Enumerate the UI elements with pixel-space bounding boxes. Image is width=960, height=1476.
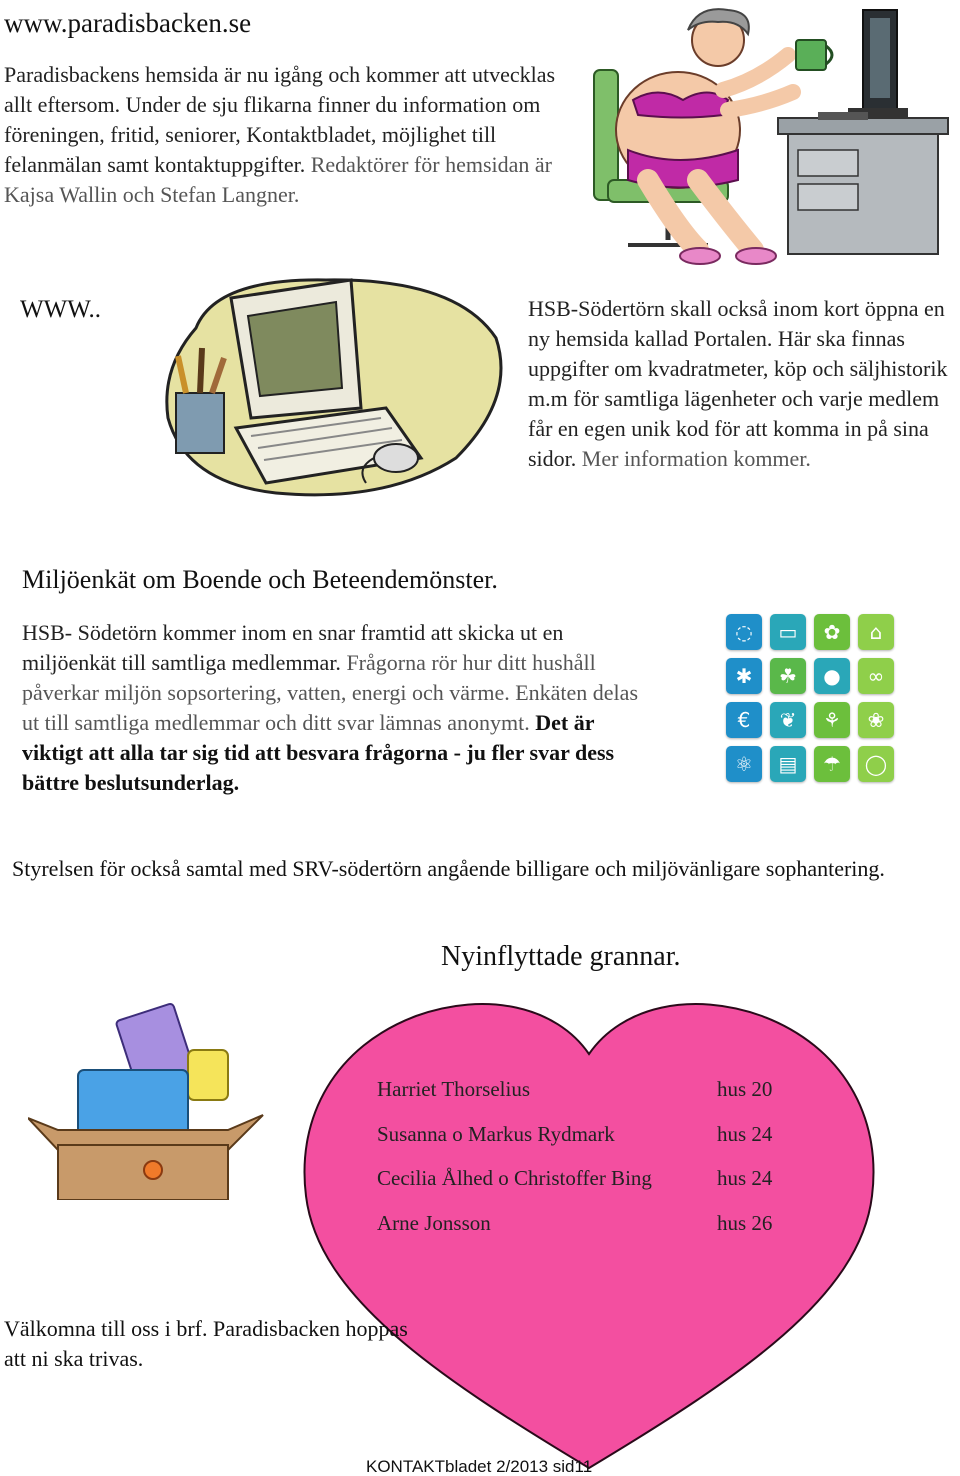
neighbor-name: Harriet Thorselius (377, 1077, 530, 1101)
euro-icon: € (726, 702, 762, 738)
page-footer: KONTAKTbladet 2/2013 sid11 (366, 1457, 593, 1476)
portal-text: HSB-Södertörn skall också inom kort öppna en ny hemsida kallad Portalen. Här ska finnas uppgifter om kvadratmeter, köp och säljhistorik m.m för samtliga lägenheter och varje medlem får en egen unik kod för att komma in på sina sidor. (528, 296, 948, 471)
survey-paragraph (22, 618, 642, 798)
leaf-icon: ✿ (814, 614, 850, 650)
globe-icon: ◯ (858, 746, 894, 782)
survey-intro: HSB- Södetörn kommer inom en snar framtid att skicka ut en miljöenkät till samtliga medlemmar. (22, 620, 564, 675)
neighbor-name: Cecilia Ålhed o Christoffer Bing (377, 1166, 652, 1190)
new-neighbors-list (377, 1074, 797, 1252)
factory-icon: ▤ (770, 746, 806, 782)
neighbor-row (377, 1074, 797, 1119)
neighbor-row (377, 1163, 797, 1208)
intro-paragraph (4, 60, 584, 210)
intro-text: Paradisbackens hemsida är nu igång och kommer att utvecklas allt eftersom. Under de sju flikarna finner du information om föreningen, fritid, seniorer, Kontaktbladet, möjlighet till felanmälan samt kontaktuppgifter. (4, 62, 556, 177)
portal-paragraph (528, 294, 960, 474)
neighbor-name: Susanna o Markus Rydmark (377, 1121, 615, 1146)
woman-at-computer-illustration (588, 0, 960, 275)
computer-clipart (156, 268, 512, 508)
www-label: WWW.. (20, 296, 101, 323)
bicycle-icon: ∞ (858, 658, 894, 694)
srv-paragraph: Styrelsen för också samtal med SRV-södertörn angående billigare och miljövänligare sophantering. (12, 856, 885, 881)
neighbor-house: hus 24 (717, 1166, 773, 1190)
neighbor-house: hus 24 (717, 1121, 773, 1146)
sprout-icon: ⚘ (814, 702, 850, 738)
water-drop-icon: ● (814, 658, 850, 694)
umbrella-icon: ☂ (814, 746, 850, 782)
moving-box-clipart (28, 1000, 268, 1200)
neighbor-house: hus 20 (717, 1077, 773, 1101)
car-icon: ▭ (770, 614, 806, 650)
eco-icons-grid (726, 614, 894, 784)
survey-details: Frågorna rör hur ditt hushåll påverkar miljön sopsortering, vatten, energi och värme. Enkäten delas ut till samtliga medlemmar och ditt svar lämnas anonymt. (22, 650, 638, 735)
welcome-paragraph: Välkomna till oss i brf. Paradisbacken hoppas att ni ska trivas. (4, 1316, 408, 1371)
house-icon: ⌂ (858, 614, 894, 650)
neighbor-row (377, 1119, 797, 1164)
survey-emphasis: Det är viktigt att alla tar sig tid att besvara frågorna - ju fler svar dess bättre beslutsunderlag. (22, 710, 615, 795)
site-url: www.paradisbacken.se (4, 8, 252, 38)
portal-more-info: Mer information kommer. (576, 446, 811, 471)
neighbor-row (377, 1208, 797, 1253)
survey-heading: Miljöenkät om Boende och Beteendemönster. (22, 565, 498, 594)
wind-turbine-icon: ✱ (726, 658, 762, 694)
intro-editors: Redaktörer för hemsidan är Kajsa Wallin och Stefan Langner. (4, 152, 552, 207)
neighbor-name: Arne Jonsson (377, 1210, 491, 1235)
neighbor-house: hus 26 (717, 1210, 773, 1235)
flower-icon: ❀ (858, 702, 894, 738)
butterfly-icon: ❦ (770, 702, 806, 738)
plant-icon: ☘ (770, 658, 806, 694)
lightbulb-icon: ◌ (726, 614, 762, 650)
atom-icon: ⚛ (726, 746, 762, 782)
new-neighbors-heading: Nyinflyttade grannar. (441, 941, 681, 972)
